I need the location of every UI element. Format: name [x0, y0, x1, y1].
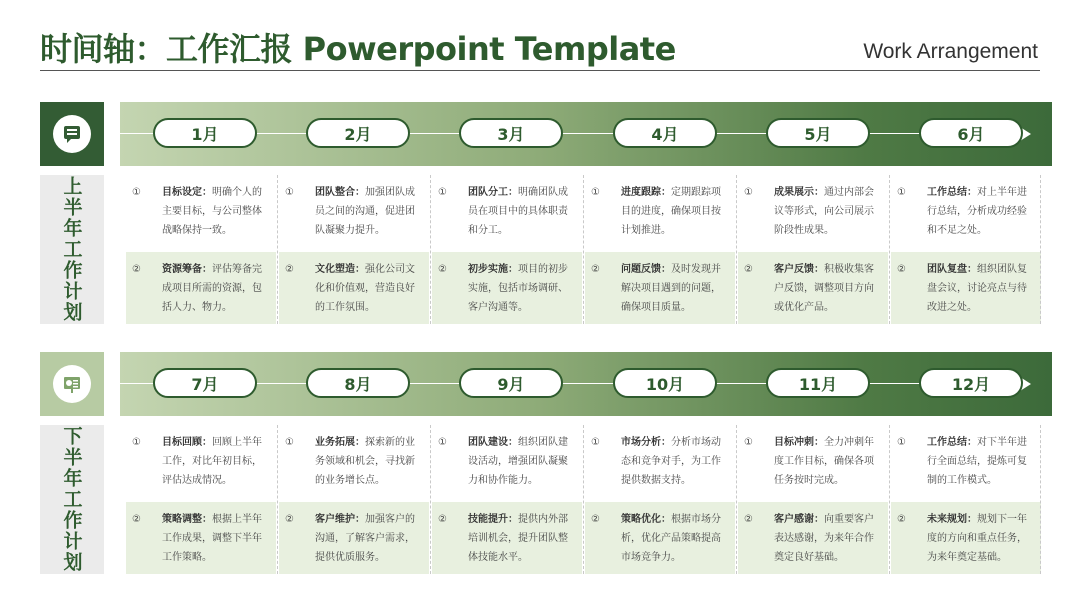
item-text [140, 183, 270, 240]
item-number: ① [744, 187, 753, 198]
month-card [891, 425, 1041, 574]
item-text [293, 433, 423, 490]
item-text [752, 260, 882, 317]
item-keyword: 业务拓展： [315, 437, 365, 448]
item-keyword: 成果展示： [774, 187, 824, 198]
item-text [905, 510, 1035, 567]
item-keyword: 工作总结： [927, 437, 977, 448]
plan-item [432, 425, 582, 497]
item-keyword: 目标设定： [162, 187, 212, 198]
item-description: 探索新的业务领域和机会，寻找新的业务增长点。 [315, 437, 415, 486]
item-description: 分析市场动态和竞争对手，为工作提供数据支持。 [621, 437, 721, 486]
item-description: 根据市场分析，优化产品策略提高市场竞争力。 [621, 514, 721, 563]
plan-item [432, 175, 582, 247]
month-pill: 11月 [766, 368, 870, 398]
plan-item [738, 502, 888, 574]
item-keyword: 客户维护： [315, 514, 365, 525]
plan-item [432, 502, 582, 574]
item-text [446, 183, 576, 240]
month-pill: 1月 [153, 118, 257, 148]
column-divider [889, 425, 890, 574]
column-divider [277, 425, 278, 574]
item-text [599, 433, 729, 490]
item-number: ② [132, 514, 141, 525]
item-number: ① [285, 187, 294, 198]
month-pill: 4月 [613, 118, 717, 148]
item-description: 根据上半年工作成果，调整下半年工作策略。 [162, 514, 262, 563]
item-text [905, 433, 1035, 490]
item-keyword: 目标回顾： [162, 437, 212, 448]
month-card [891, 175, 1041, 324]
item-text [293, 510, 423, 567]
item-number: ① [285, 437, 294, 448]
month-card [126, 175, 276, 324]
plan-item [585, 252, 735, 324]
plan-item [279, 175, 429, 247]
page-subtitle: Work Arrangement [863, 40, 1038, 63]
first-half-side-panel [40, 175, 104, 324]
plan-item [891, 175, 1041, 247]
item-text [446, 433, 576, 490]
item-number: ② [285, 264, 294, 275]
first-half-section [40, 102, 1040, 324]
item-number: ① [897, 437, 906, 448]
item-description: 规划下一年度的方向和重点任务，为来年奠定基础。 [927, 514, 1027, 563]
item-description: 向重要客户表达感谢，为来年合作奠定良好基础。 [774, 514, 874, 563]
item-text [293, 260, 423, 317]
item-text [293, 183, 423, 240]
plan-item [126, 425, 276, 497]
plan-item [279, 502, 429, 574]
plan-item [126, 502, 276, 574]
plan-item [738, 252, 888, 324]
plan-item [585, 175, 735, 247]
item-text [446, 510, 576, 567]
plan-item [891, 252, 1041, 324]
item-description: 明确团队成员在项目中的具体职责和分工。 [468, 187, 568, 236]
first-half-label: 上半年工作计划 [60, 176, 83, 323]
item-description: 组织团队建设活动，增强团队凝聚力和协作能力。 [468, 437, 568, 486]
item-description: 明确个人的主要目标，与公司整体战略保持一致。 [162, 187, 262, 236]
column-divider [889, 175, 890, 324]
item-description: 对下半年进行全面总结，提炼可复制的工作模式。 [927, 437, 1027, 486]
item-keyword: 市场分析： [621, 437, 671, 448]
presentation-board-icon [53, 365, 91, 403]
column-divider [736, 425, 737, 574]
item-text [140, 433, 270, 490]
item-number: ② [132, 264, 141, 275]
item-keyword: 文化塑造： [315, 264, 365, 275]
item-keyword: 团队整合： [315, 187, 365, 198]
item-description: 强化公司文化和价值观，营造良好的工作氛围。 [315, 264, 415, 313]
item-keyword: 客户反馈： [774, 264, 824, 275]
item-description: 评估筹备完成项目所需的资源，包括人力、物力。 [162, 264, 262, 313]
second-half-icon-box [40, 352, 104, 416]
item-description: 通过内部会议等形式，向公司展示阶段性成果。 [774, 187, 874, 236]
month-pill: 12月 [919, 368, 1023, 398]
item-keyword: 资源筹备： [162, 264, 212, 275]
item-description: 加强客户的沟通，了解客户需求，提供优质服务。 [315, 514, 415, 563]
timeline-band [120, 102, 1052, 166]
plan-item [891, 425, 1041, 497]
column-divider [736, 175, 737, 324]
item-description: 项目的初步实施，包括市场调研、客户沟通等。 [468, 264, 568, 313]
month-pill: 6月 [919, 118, 1023, 148]
item-keyword: 客户感谢： [774, 514, 824, 525]
page-title: 时间轴：工作汇报 Powerpoint Template [40, 30, 676, 68]
timeline-band [120, 352, 1052, 416]
title-divider [40, 70, 1040, 71]
item-text [140, 260, 270, 317]
second-half-side-panel [40, 425, 104, 574]
plan-item [279, 425, 429, 497]
item-keyword: 团队建设： [468, 437, 518, 448]
item-text [140, 510, 270, 567]
plan-item [126, 175, 276, 247]
plan-item [432, 252, 582, 324]
item-keyword: 未来规划： [927, 514, 977, 525]
item-keyword: 策略优化： [621, 514, 671, 525]
month-card [585, 175, 735, 324]
item-text [446, 260, 576, 317]
plan-item [585, 425, 735, 497]
month-pill: 3月 [459, 118, 563, 148]
item-text [599, 183, 729, 240]
item-keyword: 工作总结： [927, 187, 977, 198]
column-divider [277, 175, 278, 324]
item-text [905, 183, 1035, 240]
item-description: 回顾上半年工作，对比年初目标，评估达成情况。 [162, 437, 262, 486]
item-number: ② [285, 514, 294, 525]
item-text [752, 510, 882, 567]
month-pill: 2月 [306, 118, 410, 148]
item-keyword: 目标冲刺： [774, 437, 824, 448]
item-keyword: 技能提升： [468, 514, 518, 525]
plan-item [279, 252, 429, 324]
item-keyword: 策略调整： [162, 514, 212, 525]
item-number: ② [438, 264, 447, 275]
plan-item [891, 502, 1041, 574]
item-number: ② [591, 264, 600, 275]
month-card [738, 425, 888, 574]
column-divider [583, 175, 584, 324]
month-pill: 5月 [766, 118, 870, 148]
item-description: 提供内外部培训机会，提升团队整体技能水平。 [468, 514, 568, 563]
item-number: ① [591, 187, 600, 198]
first-half-icon-box [40, 102, 104, 166]
item-keyword: 团队分工： [468, 187, 518, 198]
item-description: 组织团队复盘会议，讨论亮点与待改进之处。 [927, 264, 1027, 313]
item-number: ① [438, 437, 447, 448]
item-keyword: 进度跟踪： [621, 187, 671, 198]
item-text [905, 260, 1035, 317]
plan-item [585, 502, 735, 574]
item-number: ① [132, 187, 141, 198]
item-description: 对上半年进行总结，分析成功经验和不足之处。 [927, 187, 1027, 236]
second-half-section [40, 352, 1040, 574]
item-number: ① [438, 187, 447, 198]
item-number: ② [897, 264, 906, 275]
month-pill: 8月 [306, 368, 410, 398]
month-card [738, 175, 888, 324]
column-divider [1040, 425, 1041, 574]
item-number: ② [744, 514, 753, 525]
item-description: 及时发现并解决项目遇到的问题，确保项目质量。 [621, 264, 721, 313]
month-card [279, 425, 429, 574]
chat-bubble-icon [53, 115, 91, 153]
item-number: ② [438, 514, 447, 525]
month-card [432, 425, 582, 574]
month-pill: 10月 [613, 368, 717, 398]
item-number: ② [744, 264, 753, 275]
item-description: 全力冲刺年度工作目标，确保各项任务按时完成。 [774, 437, 874, 486]
item-keyword: 团队复盘： [927, 264, 977, 275]
column-divider [430, 425, 431, 574]
second-half-label: 下半年工作计划 [60, 426, 83, 573]
item-number: ② [897, 514, 906, 525]
month-card [585, 425, 735, 574]
item-text [599, 260, 729, 317]
column-divider [583, 425, 584, 574]
item-number: ① [897, 187, 906, 198]
item-number: ② [591, 514, 600, 525]
plan-item [126, 252, 276, 324]
item-description: 加强团队成员之间的沟通，促进团队凝聚力提升。 [315, 187, 415, 236]
item-keyword: 问题反馈： [621, 264, 671, 275]
item-text [752, 433, 882, 490]
column-divider [430, 175, 431, 324]
month-pill: 9月 [459, 368, 563, 398]
month-card [432, 175, 582, 324]
item-text [599, 510, 729, 567]
column-divider [1040, 175, 1041, 324]
month-pill: 7月 [153, 368, 257, 398]
item-number: ① [132, 437, 141, 448]
month-card [279, 175, 429, 324]
item-number: ① [744, 437, 753, 448]
item-keyword: 初步实施： [468, 264, 518, 275]
item-text [752, 183, 882, 240]
plan-item [738, 425, 888, 497]
item-description: 积极收集客户反馈，调整项目方向或优化产品。 [774, 264, 874, 313]
item-number: ① [591, 437, 600, 448]
plan-item [738, 175, 888, 247]
month-card [126, 425, 276, 574]
item-description: 定期跟踪项目的进度，确保项目按计划推进。 [621, 187, 721, 236]
